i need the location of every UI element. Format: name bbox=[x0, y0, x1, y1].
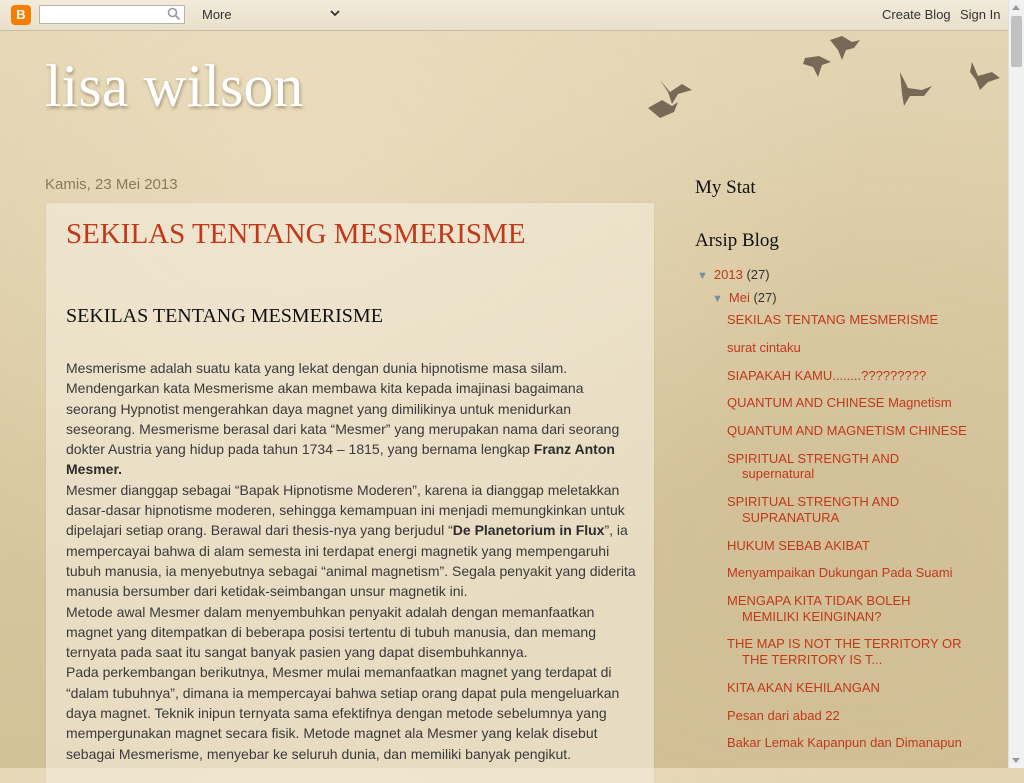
scroll-up-icon[interactable] bbox=[1012, 5, 1020, 10]
scroll-down-icon[interactable] bbox=[1012, 758, 1020, 763]
archive-post-link[interactable]: Pesan dari abad 22 bbox=[727, 707, 840, 723]
blog-title[interactable]: lisa wilson bbox=[45, 53, 304, 119]
collapse-toggle-icon[interactable]: ▼ bbox=[697, 270, 708, 282]
archive-post-link[interactable]: MENGAPA KITA TIDAK BOLEH MEMILIKI KEINGINAN? bbox=[727, 593, 911, 624]
archive-post-link[interactable]: Menyampaikan Dukungan Pada Suami bbox=[727, 565, 953, 581]
search-box bbox=[39, 5, 185, 24]
collapse-toggle-icon[interactable]: ▼ bbox=[712, 293, 723, 305]
post-body bbox=[66, 358, 636, 764]
archive-post-link[interactable]: SEKILAS TENTANG MESMERISME bbox=[727, 312, 939, 327]
search-input[interactable] bbox=[40, 6, 168, 23]
birds-decoration-icon bbox=[630, 30, 1010, 140]
post-paragraph: Pada perkembangan berikutnya, Mesmer mulai memanfaatkan magnet yang terdapat di “dalam tubuhnya”, dimana ia mempercayai bahwa setiap orang dapat pula mengeluarkan daya magnet. Teknik inipun ternyata sama efektifnya dengan metode sebelumnya yang mempergunakan magnet secara fisik. Metode magnet ala Mesmer yang kelak disebut sebagai Mesmerisme, menyebar ke seluruh dunia, dan memiliki banyak pengikut. bbox=[66, 664, 620, 762]
post-bold-text: De Planetorium in Flux bbox=[452, 522, 605, 539]
post-paragraph: Metode awal Mesmer dalam menyembuhkan penyakit adalah dengan memanfaatkan magnet yang ditempatkan di beberapa posisi tertentu di tubuh manusia, dan memang ternyata pada saat itu sangat banyak pasien yang dapat disembuhkannya. bbox=[66, 603, 597, 661]
blogger-logo-icon[interactable]: B bbox=[11, 5, 31, 25]
post-container bbox=[46, 203, 654, 783]
create-blog-link[interactable]: Create Blog bbox=[882, 7, 951, 22]
archive-post-link[interactable]: SPIRITUAL STRENGTH AND SUPRANATURA bbox=[727, 494, 900, 525]
archive-year-row bbox=[697, 267, 770, 282]
archive-year-link[interactable]: 2013 bbox=[713, 267, 743, 282]
archive-month-link[interactable]: Mei bbox=[728, 290, 750, 305]
page-scrollbar[interactable] bbox=[1008, 0, 1024, 768]
post-paragraph bbox=[66, 358, 636, 480]
archive-post-list bbox=[727, 312, 967, 763]
archive-month-row bbox=[712, 290, 777, 305]
archive-month-count: (27) bbox=[753, 290, 777, 305]
archive-year-count: (27) bbox=[746, 267, 770, 282]
post-subtitle: SEKILAS TENTANG MESMERISME bbox=[66, 305, 383, 327]
post-paragraph bbox=[66, 480, 636, 602]
scrollbar-thumb[interactable] bbox=[1011, 16, 1022, 67]
sign-in-link[interactable]: Sign In bbox=[960, 7, 1001, 22]
post-text: ”, ia mempercayai bahwa di alam semesta ini terdapat energi magnetik yang mempengaruhi tubuh manusia, ia menyebutnya sebagai “animal magnetism”. Segala penyakit yang diderita manusia bersumber dari ketidak-seimbangan unsur magnetik ini. bbox=[66, 522, 636, 600]
archive-post-link[interactable]: SPIRITUAL STRENGTH AND supernatural bbox=[727, 450, 900, 482]
more-menu-label[interactable]: More bbox=[202, 7, 232, 22]
archive-post-link[interactable]: HUKUM SEBAB AKIBAT bbox=[727, 537, 870, 553]
my-stat-title: My Stat bbox=[695, 177, 756, 198]
post-text: Mesmerisme adalah suatu kata yang lekat dengan dunia hipnotisme masa silam. Mendengarkan kata Mesmerisme akan membawa kita kepada imajinasi bagaimana seorang Hypnotist mengerahkan daya magnet yang dimilikinya untuk menidurkan seseorang. Mesmerisme berasal dari kata “Mesmer” yang merupakan nama dari seorang dokter Austria yang hidup pada tahun 1734 – 1815, yang bernama lengkap bbox=[66, 360, 620, 458]
archive-title: Arsip Blog bbox=[695, 230, 779, 251]
post-title[interactable]: SEKILAS TENTANG MESMERISME bbox=[66, 218, 526, 250]
archive-post-link[interactable]: QUANTUM AND CHINESE Magnetism bbox=[727, 395, 952, 411]
blogger-navbar bbox=[0, 0, 1009, 31]
archive-post-link[interactable]: KITA AKAN KEHILANGAN bbox=[727, 679, 880, 695]
archive-post-link[interactable]: Bakar Lemak Kapanpun dan Dimanapun bbox=[727, 735, 962, 751]
post-date: Kamis, 23 Mei 2013 bbox=[45, 176, 178, 193]
chevron-down-icon[interactable] bbox=[329, 7, 341, 19]
search-icon[interactable] bbox=[167, 7, 181, 21]
archive-post-link[interactable]: QUANTUM AND MAGNETISM CHINESE bbox=[727, 423, 967, 439]
archive-post-link[interactable]: SIAPAKAH KAMU........????????? bbox=[727, 367, 927, 383]
archive-post-link[interactable]: surat cintaku bbox=[727, 339, 801, 355]
post-bold-text: Franz Anton Mesmer. bbox=[66, 441, 615, 478]
archive-post-link[interactable]: THE MAP IS NOT THE TERRITORY OR THE TERRITORY IS T... bbox=[727, 636, 962, 667]
post-text: Mesmer dianggap sebagai “Bapak Hipnotisme Moderen”, karena ia dianggap meletakkan dasar-dasar hipnotisme moderen, sehingga kemampuan ini menjadi memungkinkan untuk dipelajari setiap orang. Berawal dari thesis-nya yang berjudul “ bbox=[66, 481, 625, 539]
